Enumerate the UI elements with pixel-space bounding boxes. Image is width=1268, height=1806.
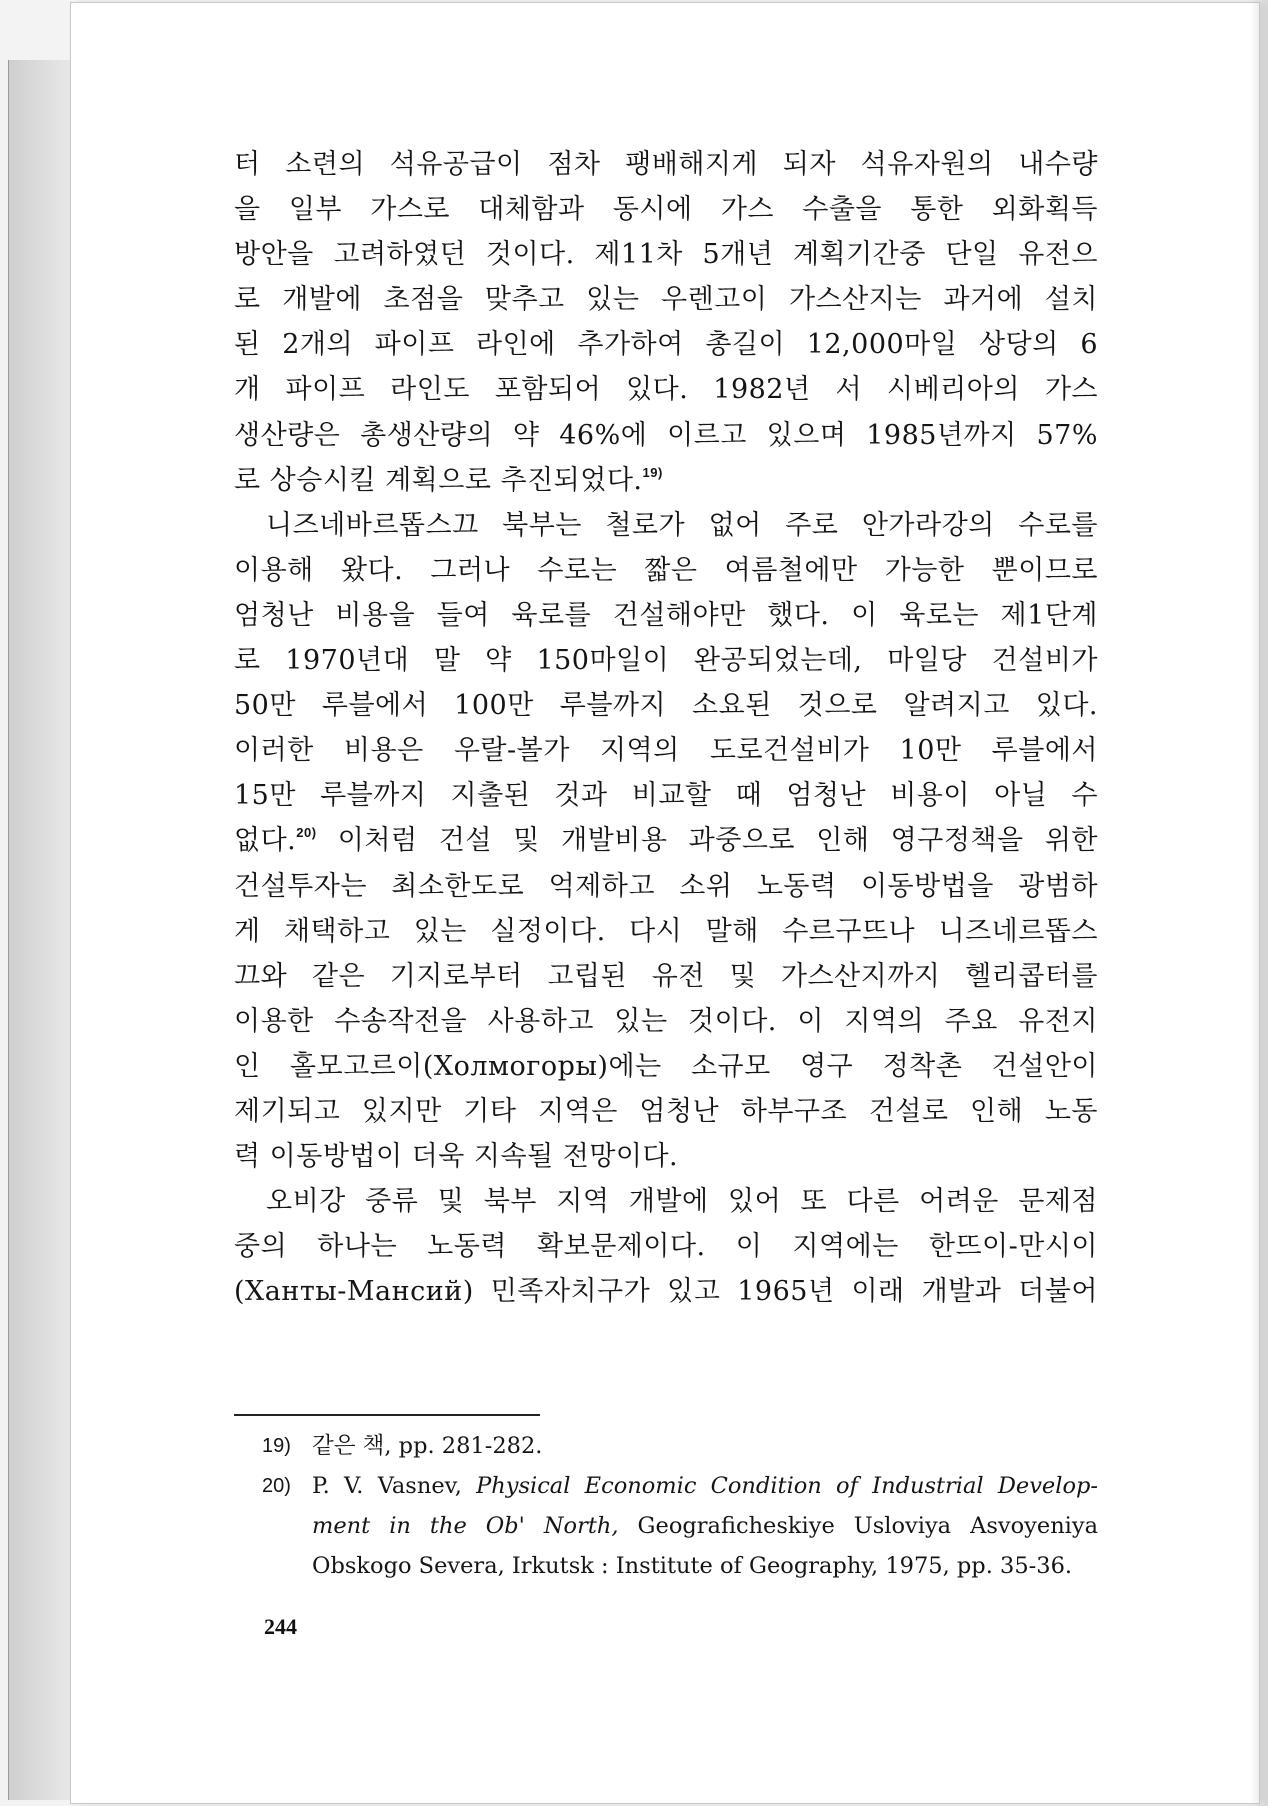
text-line — [234, 864, 1098, 909]
footnotes — [262, 1426, 1098, 1586]
text-line — [234, 683, 1098, 728]
footnote-number: 19) — [262, 1435, 291, 1457]
text-line — [234, 1269, 1098, 1314]
text-line — [234, 818, 1098, 863]
footnote-19 — [262, 1426, 1098, 1466]
text-line — [234, 548, 1098, 593]
text-line-content: 된 2개의 파이프 라인에 추가하여 총길이 12,000마일 상당의 6 — [234, 329, 1098, 361]
text-line-content: 니즈네바르똡스끄 북부는 철로가 없어 주로 안가라강의 수로를 — [266, 509, 1098, 541]
footnote-line — [312, 1506, 1098, 1546]
text-line — [234, 187, 1098, 232]
text-line — [234, 954, 1098, 999]
text-line-content: 중의 하나는 노동력 확보문제이다. 이 지역에는 한뜨이-만시이 — [234, 1231, 1098, 1263]
footnote-author: P. V. Vasnev, — [312, 1473, 477, 1499]
text-line-content: (Ханты-Мансий) 민족자치구가 있고 1965년 이래 개발과 더불어 — [234, 1276, 1098, 1308]
text-line — [234, 277, 1098, 322]
text-line-content: 로 상승시킬 계획으로 추진되었다. — [234, 464, 643, 496]
text-line-content: 로 1970년대 말 약 150마일이 완공되었는데, 마일당 건설비가 — [234, 645, 1098, 677]
book-page-stack — [8, 60, 71, 1800]
text-line — [234, 728, 1098, 773]
text-line — [234, 503, 1098, 548]
text-line — [234, 1134, 1098, 1179]
text-line-content: 없다. — [234, 825, 297, 857]
text-line-content: 이용한 수송작전을 사용하고 있는 것이다. 이 지역의 주요 유전지 — [234, 1005, 1098, 1037]
footnote-line — [312, 1466, 1098, 1506]
text-line — [234, 458, 1098, 503]
text-line-content: 엄청난 비용을 들여 육로를 건설해야만 했다. 이 육로는 제1단계 — [234, 599, 1098, 631]
text-line-content: 제기되고 있지만 기타 지역은 엄청난 하부구조 건설로 인해 노동 — [234, 1095, 1098, 1127]
text-line — [234, 773, 1098, 818]
page-number: 244 — [264, 1614, 297, 1639]
text-line — [234, 593, 1098, 638]
text-line-content: 생산량은 총생산량의 약 46%에 이르고 있으며 1985년까지 57% — [234, 419, 1098, 451]
text-line — [234, 1089, 1098, 1134]
footnote-number: 20) — [262, 1475, 291, 1497]
text-line-continuation: 이처럼 건설 및 개발비용 과중으로 인해 영구정책을 위한 — [316, 825, 1098, 857]
text-line — [234, 322, 1098, 367]
text-line-content: 이러한 비용은 우랄-볼가 지역의 도로건설비가 10만 루블에서 — [234, 735, 1098, 767]
text-line — [234, 999, 1098, 1044]
footnote-text: 같은 책, pp. 281-282. — [312, 1433, 543, 1459]
footnote-reference: 19) — [642, 464, 663, 480]
footnote-title: Physical Economic Condition of Industrial Develop- — [476, 1473, 1098, 1499]
text-line — [234, 232, 1098, 277]
body-text — [234, 142, 1098, 1314]
text-line-content: 게 채택하고 있는 실정이다. 다시 말해 수르구뜨나 니즈네르똡스 — [234, 915, 1098, 947]
footnote-line: Obskogo Severa, Irkutsk : Institute of Geography, 1975, pp. 35-36. — [312, 1553, 1073, 1579]
text-line — [234, 1224, 1098, 1269]
text-line — [234, 367, 1098, 412]
footnote-20 — [262, 1466, 1098, 1586]
text-line — [234, 909, 1098, 954]
text-line — [234, 1179, 1098, 1224]
text-line-content: 로 개발에 초점을 맞추고 있는 우렌고이 가스산지는 과거에 설치 — [234, 284, 1098, 316]
text-line-content: 인 홀모고르이(Холмогоры)에는 소규모 영구 정착촌 건설안이 — [234, 1050, 1098, 1082]
text-line — [234, 638, 1098, 683]
text-line — [234, 1044, 1098, 1089]
page-shadow — [1250, 0, 1268, 1806]
text-line-content: 건설투자는 최소한도로 억제하고 소위 노동력 이동방법을 광범하 — [234, 870, 1098, 902]
text-line-content: 개 파이프 라인도 포함되어 있다. 1982년 서 시베리아의 가스 — [234, 374, 1098, 406]
text-line-content: 력 이동방법이 더욱 지속될 전망이다. — [234, 1141, 679, 1173]
footnote-divider — [234, 1414, 540, 1416]
text-line-content: 50만 루블에서 100만 루블까지 소요된 것으로 알려지고 있다. — [234, 690, 1098, 722]
text-line — [234, 142, 1098, 187]
text-line — [234, 413, 1098, 458]
text-line-content: 터 소련의 석유공급이 점차 팽배해지게 되자 석유자원의 내수량 — [234, 149, 1098, 180]
text-line-content: 을 일부 가스로 대체함과 동시에 가스 수출을 통한 외화획득 — [234, 194, 1098, 226]
text-line-content: 끄와 같은 기지로부터 고립된 유전 및 가스산지까지 헬리콥터를 — [234, 960, 1098, 992]
text-line-content: 15만 루블까지 지출된 것과 비교할 때 엄청난 비용이 아닐 수 — [234, 780, 1098, 812]
footnote-source: Geograficheskiye Usloviya Asvoyeniya — [618, 1513, 1099, 1539]
footnote-title-cont: ment in the Ob' North, — [312, 1513, 619, 1539]
footnote-reference: 20) — [296, 825, 317, 841]
text-line-content: 오비강 중류 및 북부 지역 개발에 있어 또 다른 어려운 문제점 — [266, 1186, 1098, 1218]
text-line-content: 방안을 고려하였던 것이다. 제11차 5개년 계획기간중 단일 유전으 — [234, 239, 1098, 271]
text-line-content: 이용해 왔다. 그러나 수로는 짧은 여름철에만 가능한 뿐이므로 — [234, 554, 1098, 586]
